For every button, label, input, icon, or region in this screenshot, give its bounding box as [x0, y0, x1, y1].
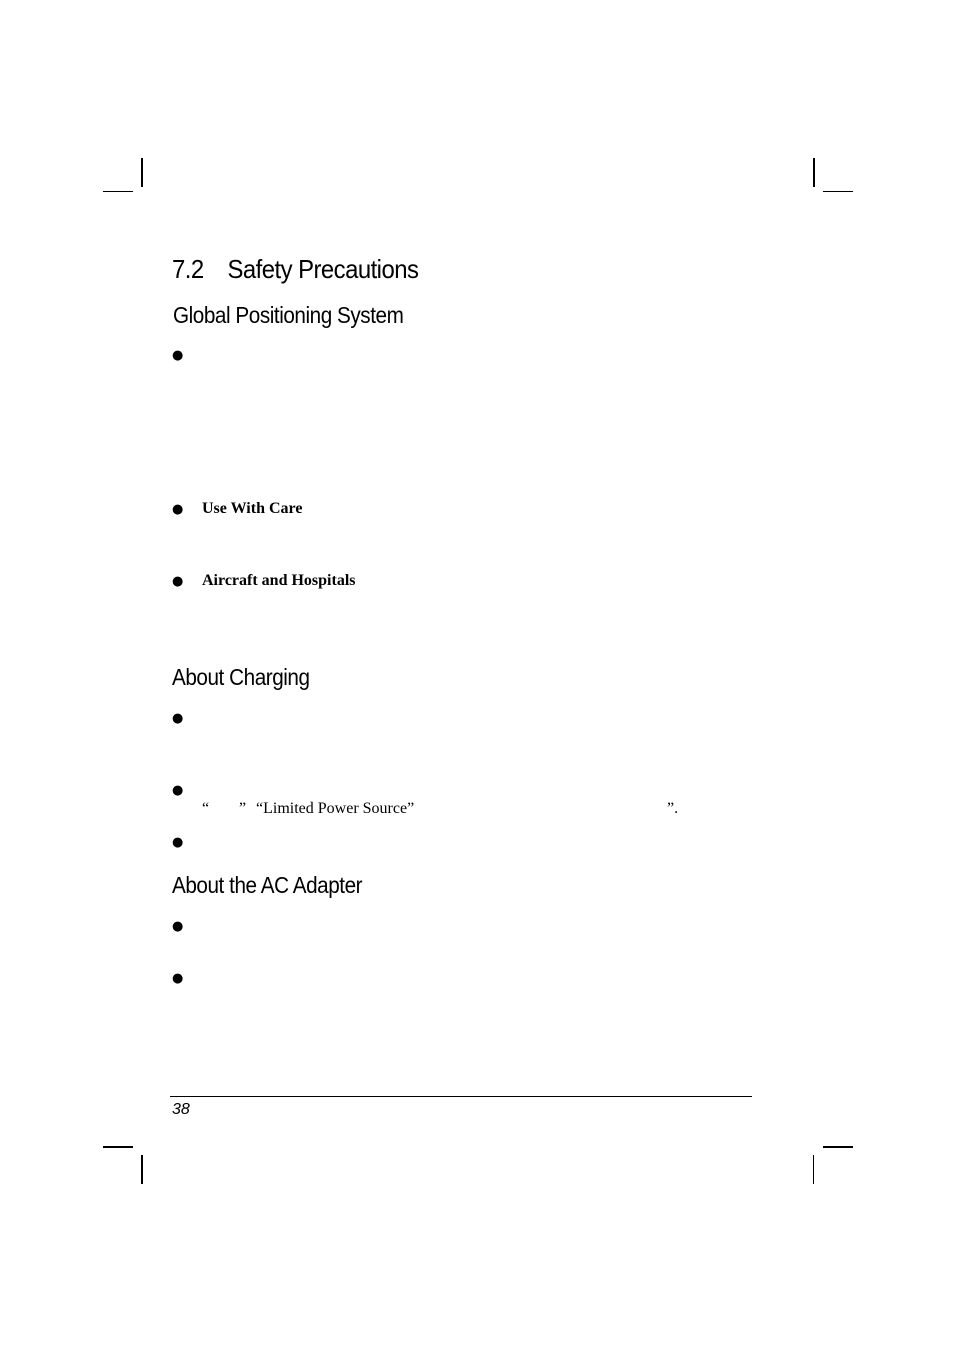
- charging-quote-open: “: [202, 800, 210, 817]
- section-heading: [172, 254, 418, 285]
- crop-mark-bottom-left-horizontal: [103, 1146, 133, 1148]
- charging-bullet-3: ●: [172, 835, 184, 850]
- charging-bullet-1: ●: [172, 711, 184, 726]
- gps-bullet-2: ●: [172, 502, 184, 517]
- aircraft-hospitals-label: Aircraft and Hospitals: [202, 572, 356, 589]
- adapter-bullet-1: ●: [172, 919, 184, 934]
- adapter-bullet-2: ●: [172, 971, 184, 986]
- charging-bullet-2: ●: [172, 783, 184, 798]
- footer-rule: [170, 1096, 752, 1097]
- adapter-heading: About the AC Adapter: [172, 872, 363, 898]
- page-number: 38: [172, 1101, 190, 1118]
- crop-mark-bottom-left-vertical: [141, 1155, 143, 1184]
- crop-mark-top-left-vertical: [141, 158, 143, 187]
- crop-mark-top-right-vertical: [813, 158, 815, 187]
- charging-end-quote: ”.: [667, 800, 679, 817]
- gps-heading: Global Positioning System: [173, 302, 404, 328]
- charging-quote-close: ”: [239, 800, 247, 817]
- crop-mark-top-right-horizontal: [823, 191, 853, 192]
- section-title: Safety Precautions: [227, 254, 419, 284]
- crop-mark-bottom-right-horizontal: [823, 1146, 853, 1148]
- section-number: 7.2: [172, 254, 204, 284]
- crop-mark-top-left-horizontal: [103, 191, 133, 192]
- gps-bullet-1: ●: [172, 348, 184, 363]
- gps-bullet-3: ●: [172, 574, 184, 589]
- crop-mark-bottom-right-vertical: [813, 1155, 814, 1184]
- use-with-care-label: Use With Care: [202, 500, 303, 517]
- charging-heading: About Charging: [172, 664, 310, 690]
- limited-power-source-text: “Limited Power Source”: [256, 800, 415, 817]
